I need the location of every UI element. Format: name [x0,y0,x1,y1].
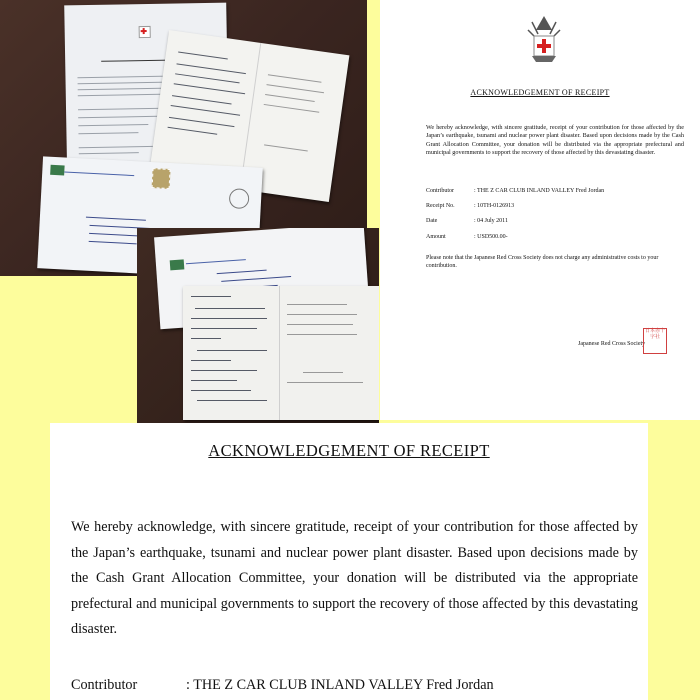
field-label: Contributor [426,188,454,194]
field-value: : 04 July 2011 [474,218,508,224]
field-amount [426,234,508,240]
signature-line: Japanese Red Cross Society [578,341,646,347]
field-label: Contributor [71,677,138,693]
field-contributor [426,188,604,194]
field-label: Date [426,218,438,224]
enlarged-paragraph: We hereby acknowledge, with sincere gratitude, receipt of your contribution for those affected by the Japan’s earthquake, tsunami and nuclear power plant disaster. Based upon decisions made by the Cash Grant Allocation Committee, your donation will be distributed via the appropriate prefectural and municipal governments to support the recovery of those affected by this devastating disaster. [71,519,638,637]
administrative-note: Please note that the Japanese Red Cross Society does not charge any administrative costs to your contribution. [426,255,659,270]
handwritten-card-photo [183,286,379,420]
photo-envelope-card [137,228,379,423]
enlarged-title: ACKNOWLEDGEMENT OF RECEIPT [208,441,490,460]
acknowledgement-enlarged [50,423,648,700]
document-title: ACKNOWLEDGEMENT OF RECEIPT [470,88,610,97]
document-paragraph: We hereby acknowledge, with sincere gratitude, receipt of your contribution for those affected by the Japan’s earthquake, tsunami and nuclear power plant disaster. Based upon decisions made by the Cash Grant Allocation Committee, your donation will be distributed via the appropriate prefectural and municipal governments to support the recovery of those affected by this devastating disaster. [426,124,684,157]
field-value: : THE Z CAR CLUB INLAND VALLEY Fred Jordan [186,677,494,693]
red-cross-emblem [526,14,562,66]
enlarged-field-contributor [71,677,494,694]
field-value: : 10TH-0126913 [474,203,515,209]
field-value: : USD500.00- [474,234,508,240]
field-label: Receipt No. [426,203,455,209]
crest-ornament-icon [526,14,562,66]
acknowledgement-document-scan [380,0,700,420]
field-label: Amount [426,234,446,240]
field-date [426,218,508,224]
red-seal-stamp: 日本赤十字社 [643,328,667,354]
field-value: : THE Z CAR CLUB INLAND VALLEY Fred Jordan [474,188,605,194]
field-receipt-no [426,203,514,209]
